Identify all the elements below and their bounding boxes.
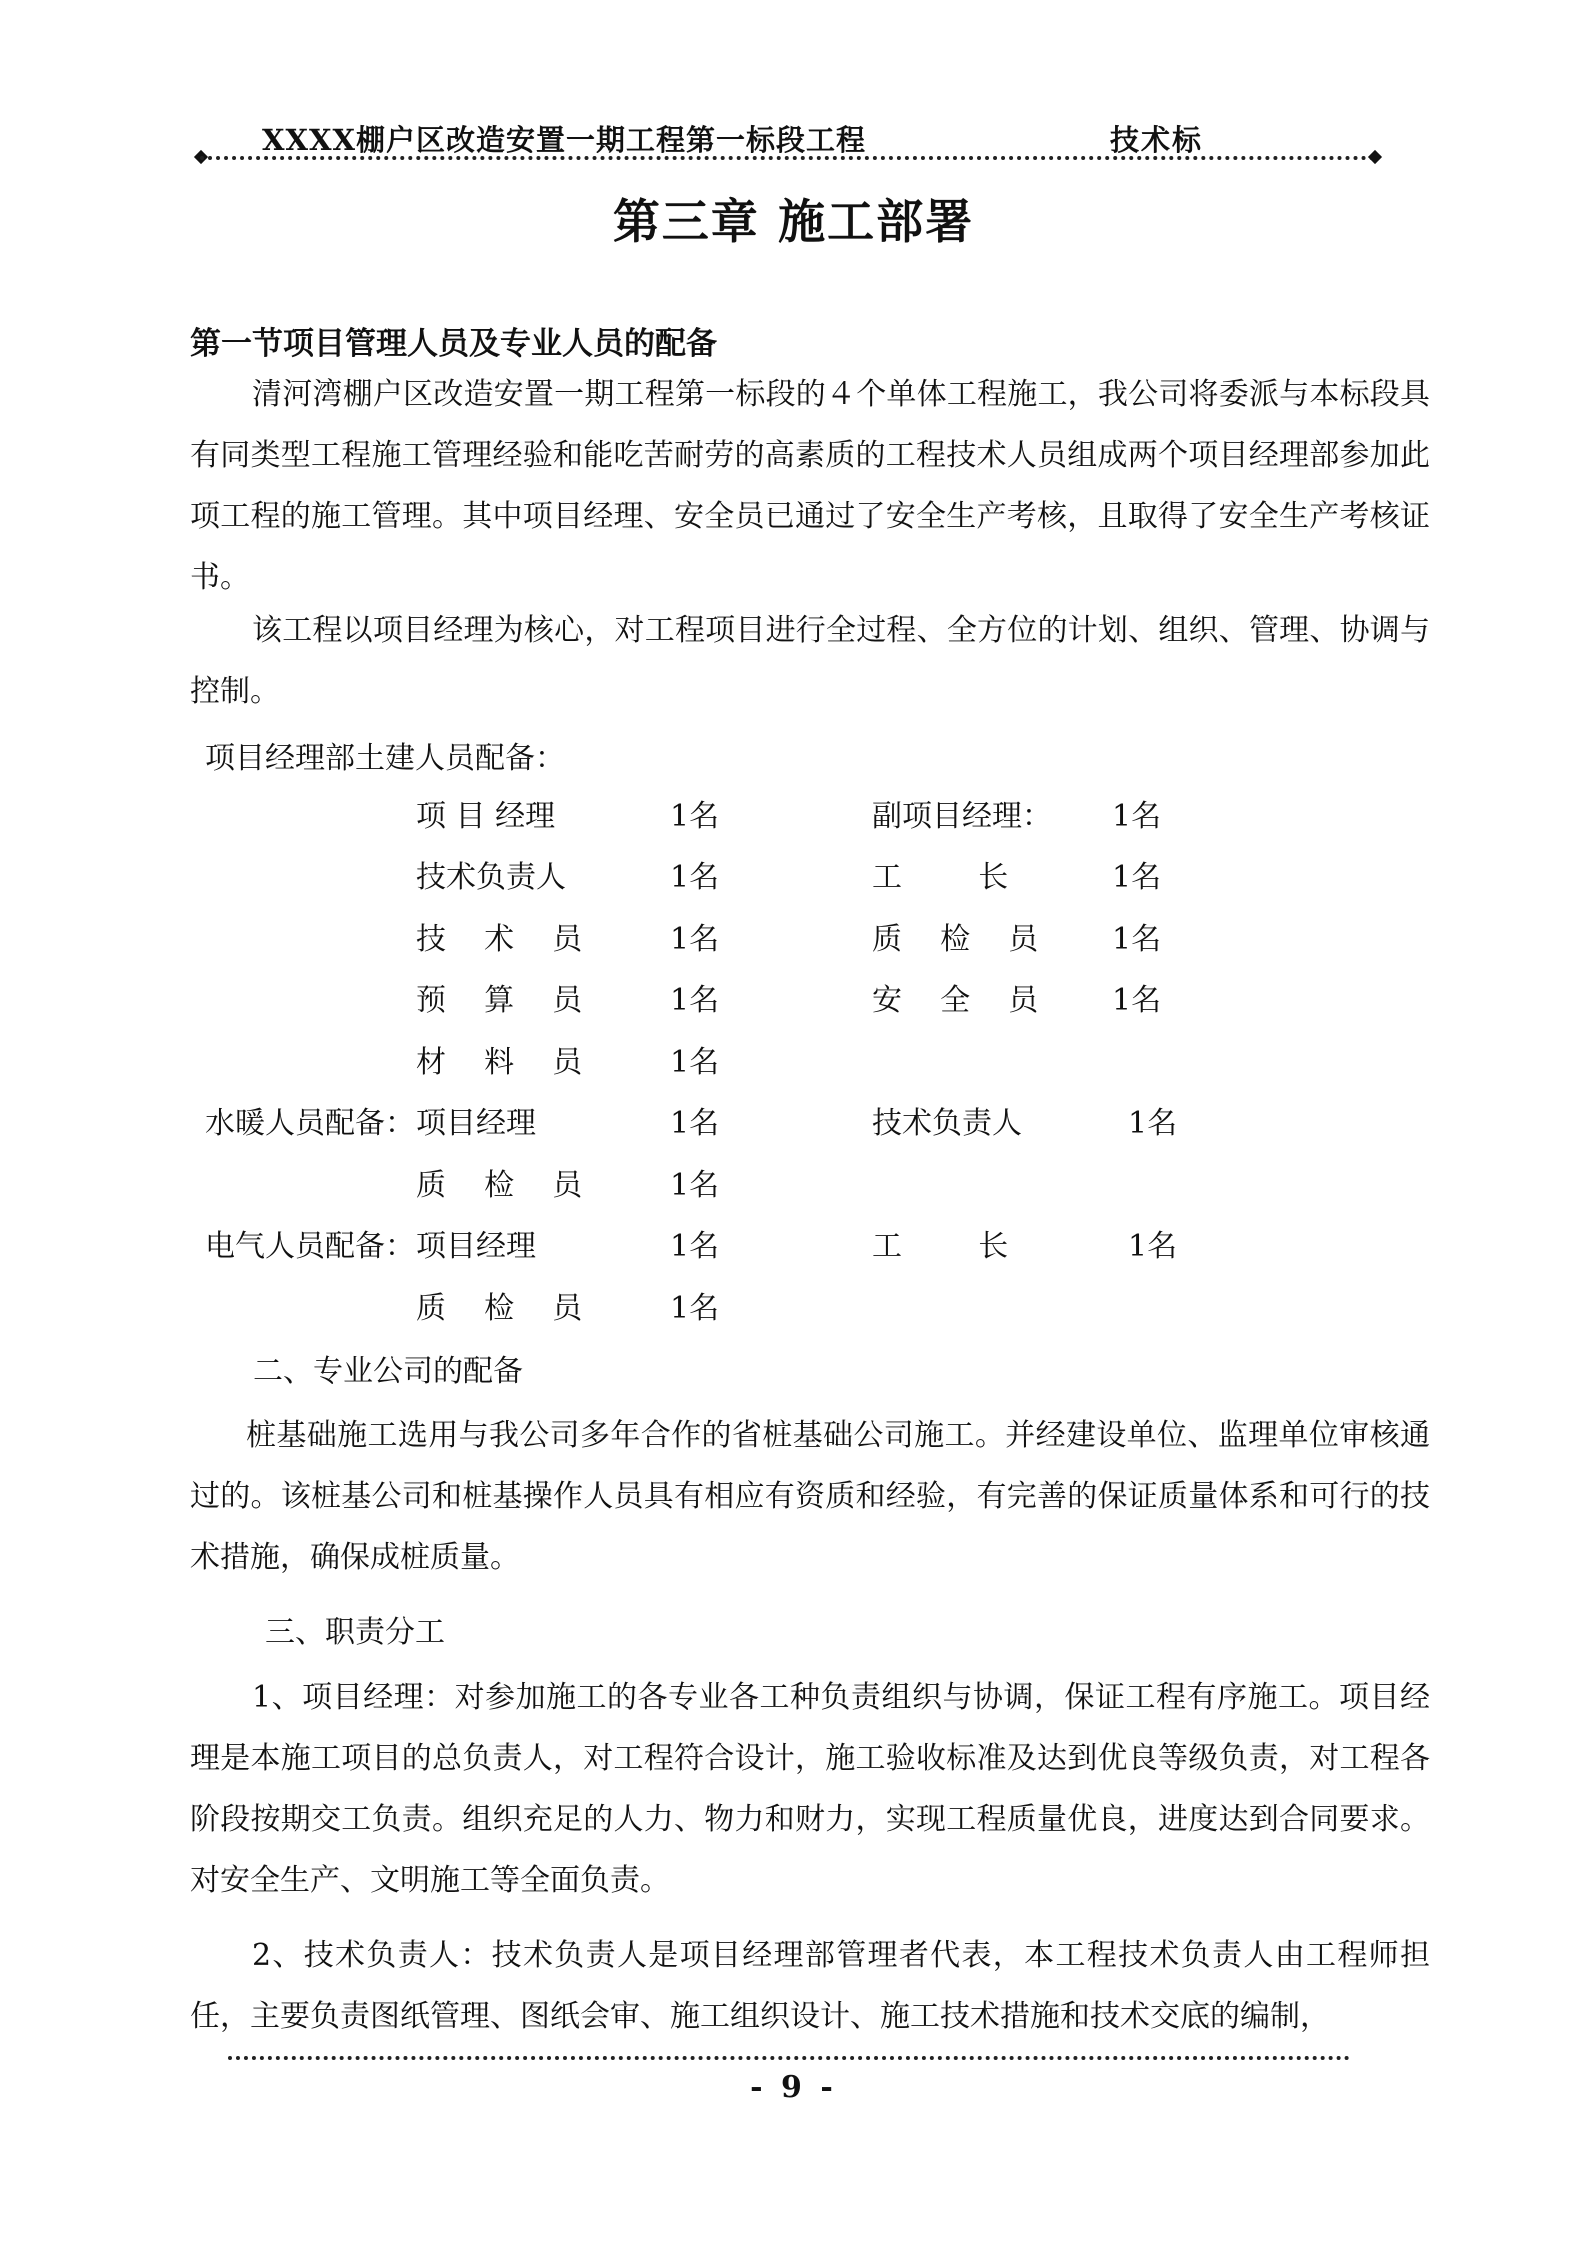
staff-heading: 项目经理部土建人员配备：: [205, 741, 565, 776]
section-heading: 三、职责分工: [265, 1615, 445, 1650]
header-right-diamond-icon: [1368, 150, 1382, 164]
paragraph: 该工程以项目经理为核心，对工程项目进行全过程、全方位的计划、组织、管理、协调与控制。: [190, 613, 1430, 709]
header-rule: [200, 156, 1375, 160]
staff-count: 1名: [1112, 860, 1162, 895]
header-title: XXXX棚户区改造安置一期工程第一标段工程: [262, 123, 867, 157]
staff-role: 技 术 员: [416, 922, 583, 957]
staff-role: 安 全 员: [872, 983, 1039, 1018]
staff-role: 质 检 员: [416, 1291, 583, 1326]
staff-role: 技术负责人: [872, 1106, 1022, 1141]
staff-role: 项目经理: [416, 1229, 536, 1264]
chapter-title: 第三章 施工部署: [612, 195, 975, 250]
staff-role: 工 长: [872, 1229, 1009, 1264]
staff-count: 1名: [670, 983, 720, 1018]
staff-role: 技术负责人: [416, 860, 566, 895]
staff-role: 工 长: [872, 860, 1009, 895]
staff-count: 1名: [1112, 799, 1162, 834]
staff-count: 1名: [670, 799, 720, 834]
staff-role: 项目经理: [416, 1106, 536, 1141]
staff-role: 项 目 经理: [416, 799, 556, 834]
footer-rule: [228, 2056, 1350, 2060]
staff-role: 质 检 员: [416, 1168, 583, 1203]
staff-count: 1名: [670, 1045, 720, 1080]
paragraph: 2、技术负责人：技术负责人是项目经理部管理者代表，本工程技术负责人由工程师担任，主要负责图纸管理、图纸会审、施工组织设计、施工技术措施和技术交底的编制，: [190, 1938, 1430, 2034]
staff-count: 1名: [1128, 1229, 1178, 1264]
staff-count: 1名: [670, 1291, 720, 1326]
staff-count: 1名: [670, 1106, 720, 1141]
staff-role: 预 算 员: [416, 983, 583, 1018]
section-heading: 二、专业公司的配备: [253, 1354, 523, 1389]
staff-count: 1名: [1112, 922, 1162, 957]
staff-count: 1名: [670, 922, 720, 957]
staff-role: 副项目经理：: [872, 799, 1052, 834]
staff-count: 1名: [1112, 983, 1162, 1018]
staff-count: 1名: [670, 1168, 720, 1203]
paragraph: 1、项目经理：对参加施工的各专业各工种负责组织与协调，保证工程有序施工。项目经理是本施工项目的总负责人，对工程符合设计，施工验收标准及达到优良等级负责，对工程各阶段按期交工负责。组织充足的人力、物力和财力，实现工程质量优良，进度达到合同要求。对安全生产、文明施工等全面负责。: [190, 1680, 1430, 1898]
staff-group-label: 电气人员配备：: [205, 1229, 415, 1264]
paragraph: 清河湾棚户区改造安置一期工程第一标段的４个单体工程施工，我公司将委派与本标段具有同类型工程施工管理经验和能吃苦耐劳的高素质的工程技术人员组成两个项目经理部参加此项工程的施工管理。其中项目经理、安全员已通过了安全生产考核，且取得了安全生产考核证书。: [190, 377, 1430, 595]
staff-role: 材 料 员: [416, 1045, 583, 1080]
staff-count: 1名: [1128, 1106, 1178, 1141]
staff-group-label: 水暖人员配备：: [205, 1106, 415, 1141]
staff-count: 1名: [670, 860, 720, 895]
header-tag: 技术标: [1110, 123, 1204, 157]
section-heading: 第一节项目管理人员及专业人员的配备: [190, 326, 717, 362]
page-number: - 9 -: [750, 2070, 837, 2105]
paragraph: 桩基础施工选用与我公司多年合作的省桩基础公司施工。并经建设单位、监理单位审核通过的。该桩基公司和桩基操作人员具有相应有资质和经验，有完善的保证质量体系和可行的技术措施，确保成桩质量。: [190, 1418, 1430, 1575]
staff-role: 质 检 员: [872, 922, 1039, 957]
staff-count: 1名: [670, 1229, 720, 1264]
